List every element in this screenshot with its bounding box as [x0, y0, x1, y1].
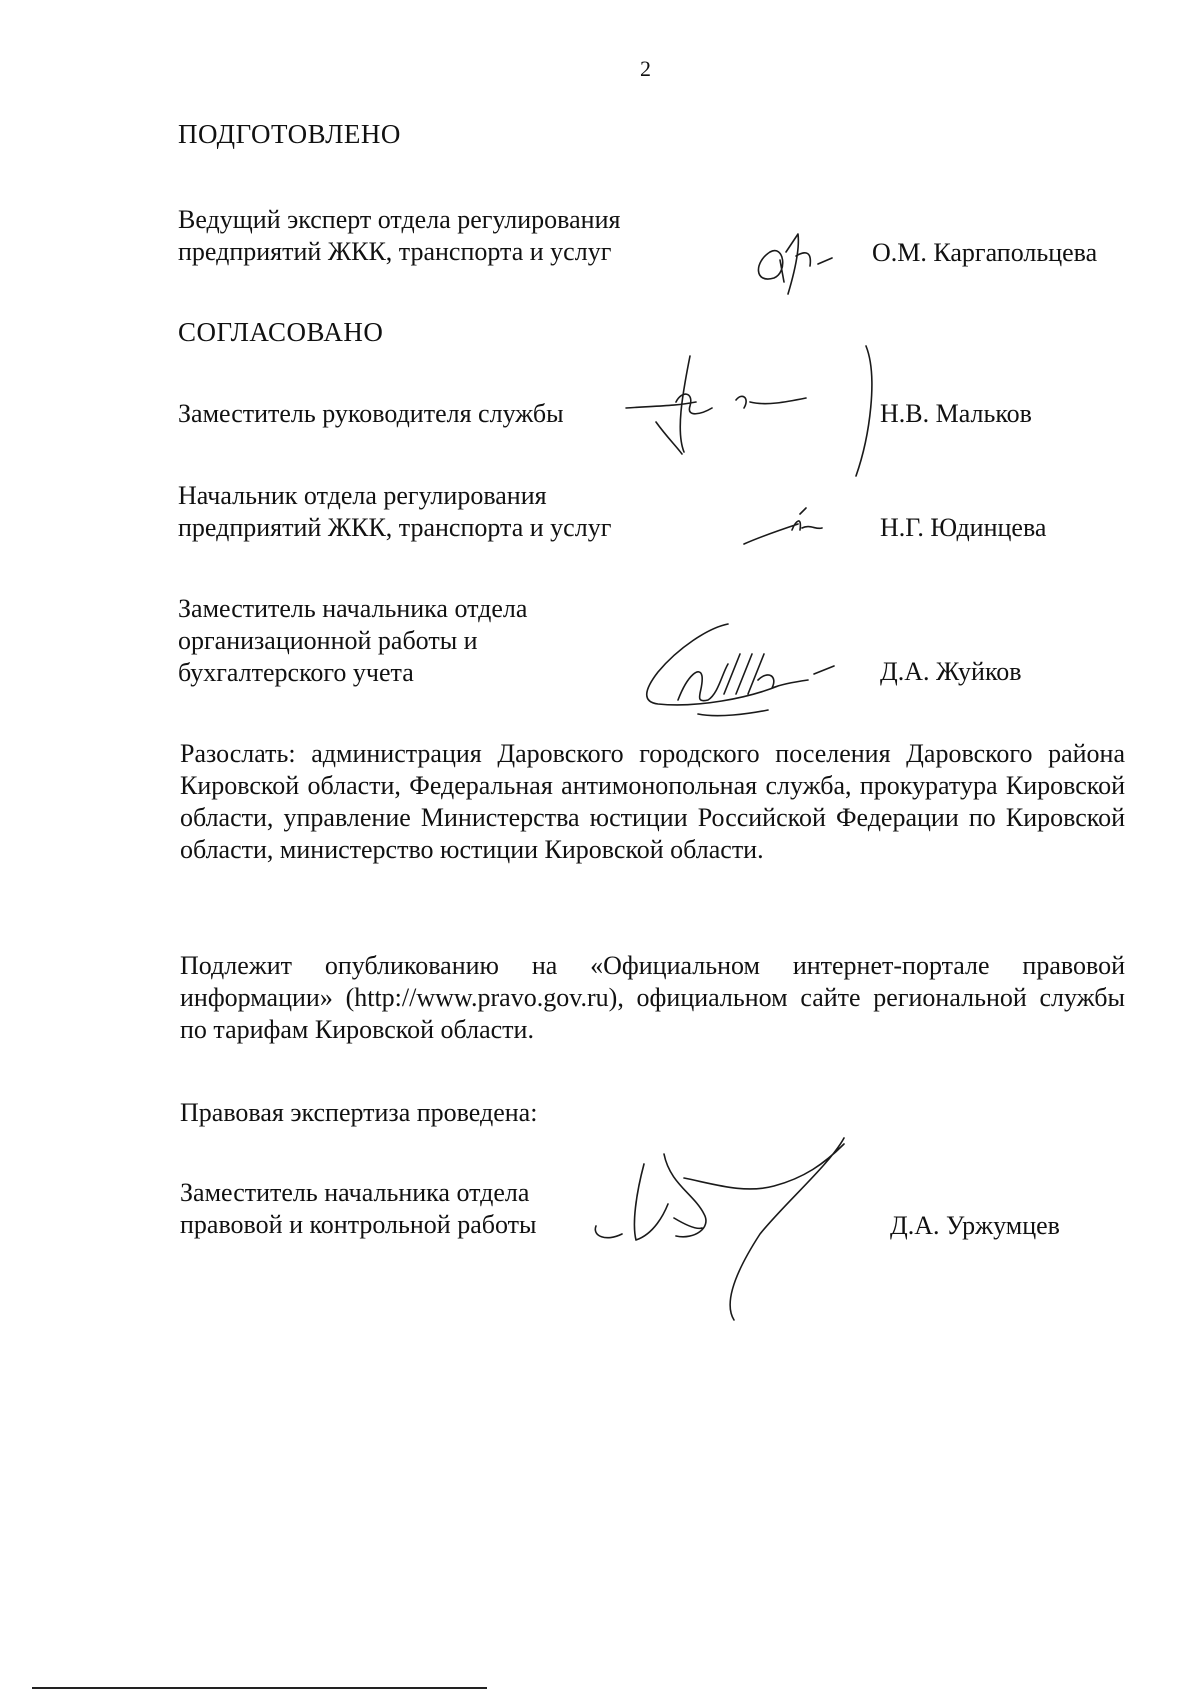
- legal-review-heading: Правовая экспертиза проведена:: [180, 1098, 538, 1127]
- prepared-position-line-2: предприятий ЖКК, транспорта и услуг: [178, 237, 612, 266]
- signature-kargapoltseva: [740, 222, 860, 302]
- legal-review-position: [180, 1177, 536, 1241]
- publication-paragraph: Подлежит опубликованию на «Официальном интернет-портале правовой информации» (http://www.pravo.gov.ru), официальном сайте региональной службы по тарифам Кировской области.: [180, 951, 1125, 1044]
- agreed-position-3-line-3: бухгалтерского учета: [178, 658, 414, 687]
- agreed-position-2-line-2: предприятий ЖКК, транспорта и услуг: [178, 513, 612, 542]
- agreed-signatory-2-name: Н.Г. Юдинцева: [880, 513, 1047, 542]
- prepared-position-line-1: Ведущий эксперт отдела регулирования: [178, 205, 621, 234]
- legal-review-position-line-2: правовой и контрольной работы: [180, 1210, 537, 1239]
- distribution-paragraph: Разослать: администрация Даровского городского поселения Даровского района Кировской области, Федеральная антимонопольная служба, прокуратура Кировской области, управление Министерства юстиции Российской Федерации по Кировской области, министерство юстиции Кировской области.: [180, 739, 1125, 864]
- signature-malkov: [616, 336, 876, 486]
- signature-yudintseva: [740, 500, 840, 550]
- agreed-position-1-line-1: Заместитель руководителя службы: [178, 399, 564, 428]
- agreed-position-1: [178, 398, 564, 430]
- prepared-position: [178, 204, 620, 268]
- agreed-heading: СОГЛАСОВАНО: [178, 317, 384, 347]
- legal-review-position-line-1: Заместитель начальника отдела: [180, 1178, 530, 1207]
- signature-zhuikov: [628, 614, 878, 724]
- agreed-position-2-line-1: Начальник отдела регулирования: [178, 481, 547, 510]
- signature-urzhumtsev: [584, 1124, 864, 1324]
- prepared-signatory-name: О.М. Каргапольцева: [872, 238, 1098, 267]
- prepared-heading: ПОДГОТОВЛЕНО: [178, 119, 401, 149]
- page-number: 2: [640, 56, 651, 81]
- legal-review-signatory-name: Д.А. Уржумцев: [890, 1211, 1060, 1240]
- agreed-position-2: [178, 480, 611, 544]
- agreed-signatory-1-name: Н.В. Мальков: [880, 399, 1032, 428]
- agreed-position-3-line-2: организационной работы и: [178, 626, 478, 655]
- agreed-position-3-line-1: Заместитель начальника отдела: [178, 594, 528, 623]
- agreed-position-3: [178, 593, 527, 689]
- agreed-signatory-3-name: Д.А. Жуйков: [880, 657, 1022, 686]
- footer-rule: [32, 1687, 487, 1689]
